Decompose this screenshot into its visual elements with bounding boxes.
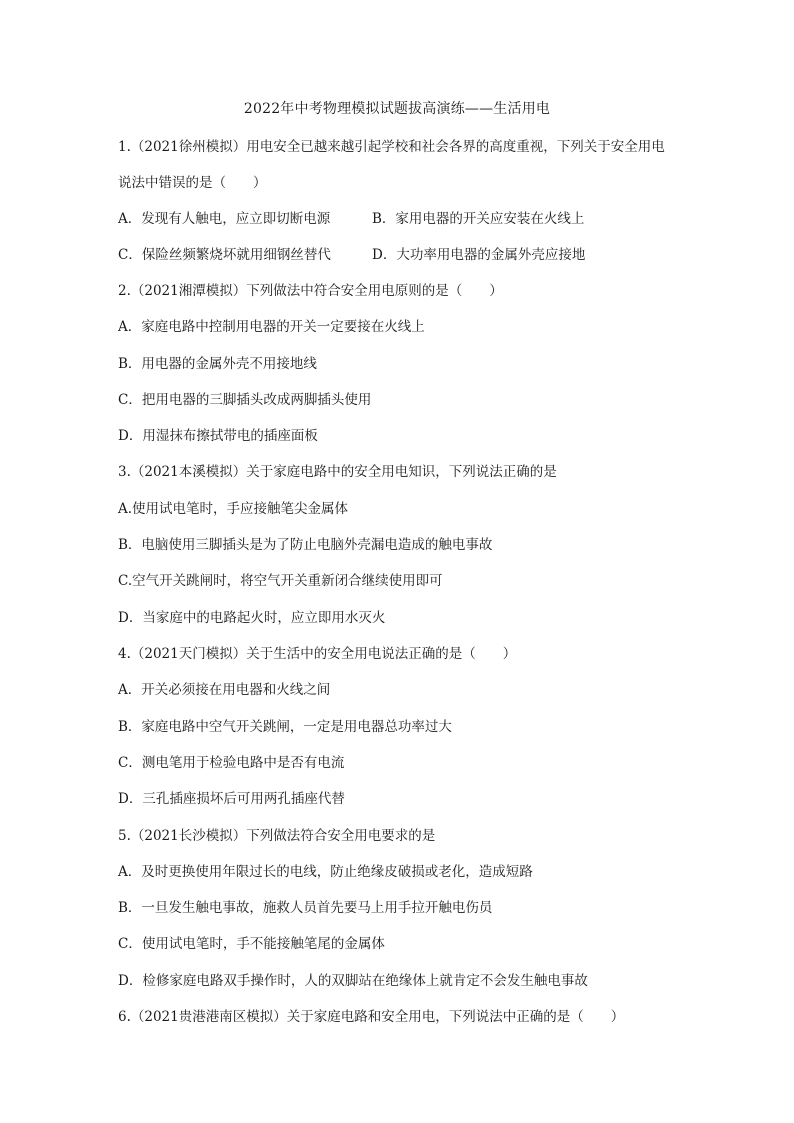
question-2-option-d: D．用湿抹布擦拭带电的插座面板	[118, 428, 318, 444]
question-1-option-b: B．家用电器的开关应安装在火线上	[372, 211, 585, 227]
question-4-option-b: B．家庭电路中空气开关跳闸，一定是用电器总功率过大	[118, 719, 452, 735]
question-2-option-a: A．家庭电路中控制用电器的开关一定要接在火线上	[118, 319, 425, 335]
question-1-stem-line-2: 说法中错误的是（ ）	[118, 175, 267, 191]
question-4-option-d: D．三孔插座损坏后可用两孔插座代替	[118, 791, 345, 807]
question-1-options-row-1	[118, 210, 718, 228]
page-title: 2022年中考物理模拟试题拔高演练——生活用电	[243, 101, 551, 117]
question-2-option-c: C．把用电器的三脚插头改成两脚插头使用	[118, 392, 372, 408]
question-3-stem: 3.（2021本溪模拟）关于家庭电路中的安全用电知识，下列说法正确的是	[118, 464, 557, 480]
question-1-options-row-2	[118, 246, 718, 264]
question-4-stem: 4.（2021天门模拟）关于生活中的安全用电说法正确的是（ ）	[118, 646, 517, 662]
question-2-stem: 2.（2021湘潭模拟）下列做法中符合安全用电原则的是（ ）	[118, 283, 503, 299]
question-1-option-d: D．大功率用电器的金属外壳应接地	[372, 247, 586, 263]
question-3-option-b: B．电脑使用三脚插头是为了防止电脑外壳漏电造成的触电事故	[118, 537, 493, 553]
question-3-option-c: C.空气开关跳闸时，将空气开关重新闭合继续使用即可	[118, 573, 443, 589]
question-1-option-a: A．发现有人触电，应立即切断电源	[118, 211, 331, 227]
question-6-stem: 6.（2021贵港港南区模拟）关于家庭电路和安全用电，下列说法中正确的是（ ）	[118, 1009, 625, 1025]
question-4-option-a: A．开关必须接在用电器和火线之间	[118, 682, 331, 698]
question-5-option-c: C．使用试电笔时，手不能接触笔尾的金属体	[118, 936, 385, 952]
question-3-option-d: D．当家庭中的电路起火时，应立即用水灭火	[118, 610, 386, 626]
question-1-option-c: C．保险丝频繁烧坏就用细钢丝替代	[118, 247, 331, 263]
question-4-option-c: C．测电笔用于检验电路中是否有电流	[118, 755, 345, 771]
question-5-option-b: B．一旦发生触电事故，施救人员首先要马上用手拉开触电伤员	[118, 900, 493, 916]
question-2-option-b: B．用电器的金属外壳不用接地线	[118, 356, 317, 372]
question-5-stem: 5.（2021长沙模拟）下列做法符合安全用电要求的是	[118, 828, 436, 844]
question-1-stem-line-1: 1.（2021徐州模拟）用电安全已越来越引起学校和社会各界的高度重视，下列关于安全用电	[118, 139, 665, 155]
question-5-option-d: D．检修家庭电路双手操作时，人的双脚站在绝缘体上就肯定不会发生触电事故	[118, 973, 588, 989]
question-5-option-a: A．及时更换使用年限过长的电线，防止绝缘皮破损或老化，造成短路	[118, 864, 533, 880]
question-3-option-a: A.使用试电笔时，手应接触笔尖金属体	[118, 501, 349, 517]
